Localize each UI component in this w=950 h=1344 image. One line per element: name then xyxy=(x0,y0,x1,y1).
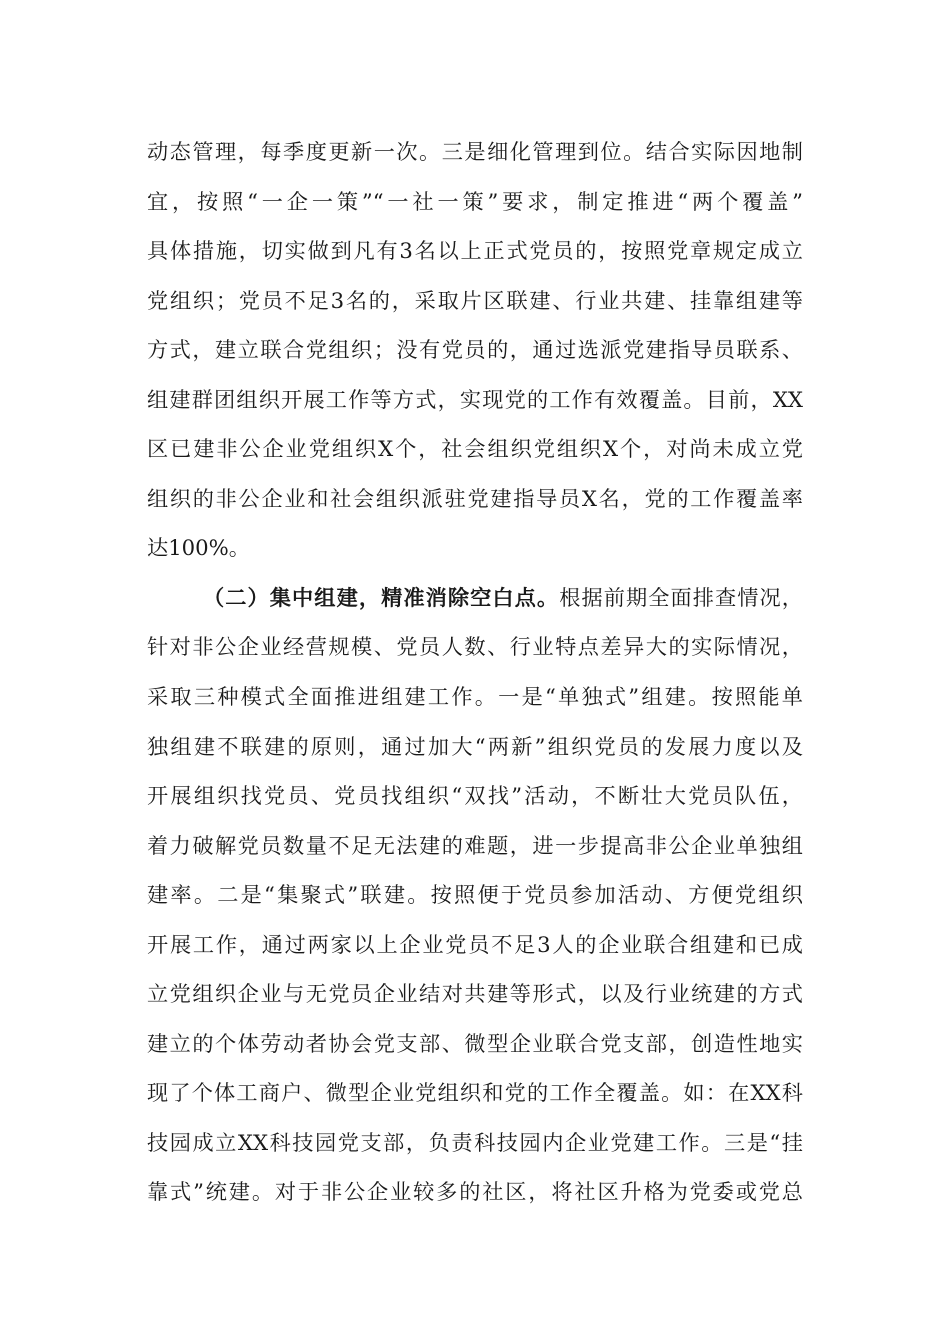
text-line: 着力破解党员数量不足无法建的难题，进一步提高非公企业单独组 xyxy=(147,832,803,858)
text-line: 靠式”统建。对于非公企业较多的社区，将社区升格为党委或党总 xyxy=(147,1179,803,1205)
text-line: 建立的个体劳动者协会党支部、微型企业联合党支部，创造性地实 xyxy=(147,1030,803,1056)
section-heading: （二）集中组建，精准消除空白点。 xyxy=(203,584,560,610)
document-body xyxy=(147,127,803,1217)
text-line: 组织的非公企业和社会组织派驻党建指导员X名，党的工作覆盖率 xyxy=(147,485,803,511)
paragraph-1 xyxy=(147,127,803,573)
text-line: 组建群团组织开展工作等方式，实现党的工作有效覆盖。目前，XX xyxy=(147,386,803,412)
text-line: 具体措施，切实做到凡有3名以上正式党员的，按照党章规定成立 xyxy=(147,238,803,264)
heading-continuation: 根据前期全面排查情况， xyxy=(559,584,803,610)
text-line: 达100%。 xyxy=(147,535,250,561)
text-line: 开展组织找党员、党员找组织“双找”活动，不断壮大党员队伍， xyxy=(147,783,803,809)
text-line: 建率。二是“集聚式”联建。按照便于党员参加活动、方便党组织 xyxy=(147,882,803,908)
text-line: 党组织；党员不足3名的，采取片区联建、行业共建、挂靠组建等 xyxy=(147,287,803,313)
text-line: 现了个体工商户、微型企业党组织和党的工作全覆盖。如：在XX科 xyxy=(147,1080,803,1106)
text-line: 针对非公企业经营规模、党员人数、行业特点差异大的实际情况， xyxy=(147,634,803,660)
paragraph-2-first-line xyxy=(147,573,803,623)
text-line: 采取三种模式全面推进组建工作。一是“单独式”组建。按照能单 xyxy=(147,684,803,710)
text-line: 动态管理，每季度更新一次。三是细化管理到位。结合实际因地制 xyxy=(147,139,803,164)
text-line: 独组建不联建的原则，通过加大“两新”组织党员的发展力度以及 xyxy=(147,733,803,759)
paragraph-2 xyxy=(147,573,803,1217)
text-line: 技园成立XX科技园党支部，负责科技园内企业党建工作。三是“挂 xyxy=(147,1129,803,1155)
text-line: 方式，建立联合党组织；没有党员的，通过选派党建指导员联系、 xyxy=(147,337,803,363)
text-line: 开展工作，通过两家以上企业党员不足3人的企业联合组建和已成 xyxy=(147,931,803,957)
text-line: 立党组织企业与无党员企业结对共建等形式，以及行业统建的方式 xyxy=(147,981,803,1007)
text-line: 宜，按照“一企一策”“一社一策”要求，制定推进“两个覆盖” xyxy=(147,188,803,214)
text-line: 区已建非公企业党组织X个，社会组织党组织X个，对尚未成立党 xyxy=(147,436,803,462)
